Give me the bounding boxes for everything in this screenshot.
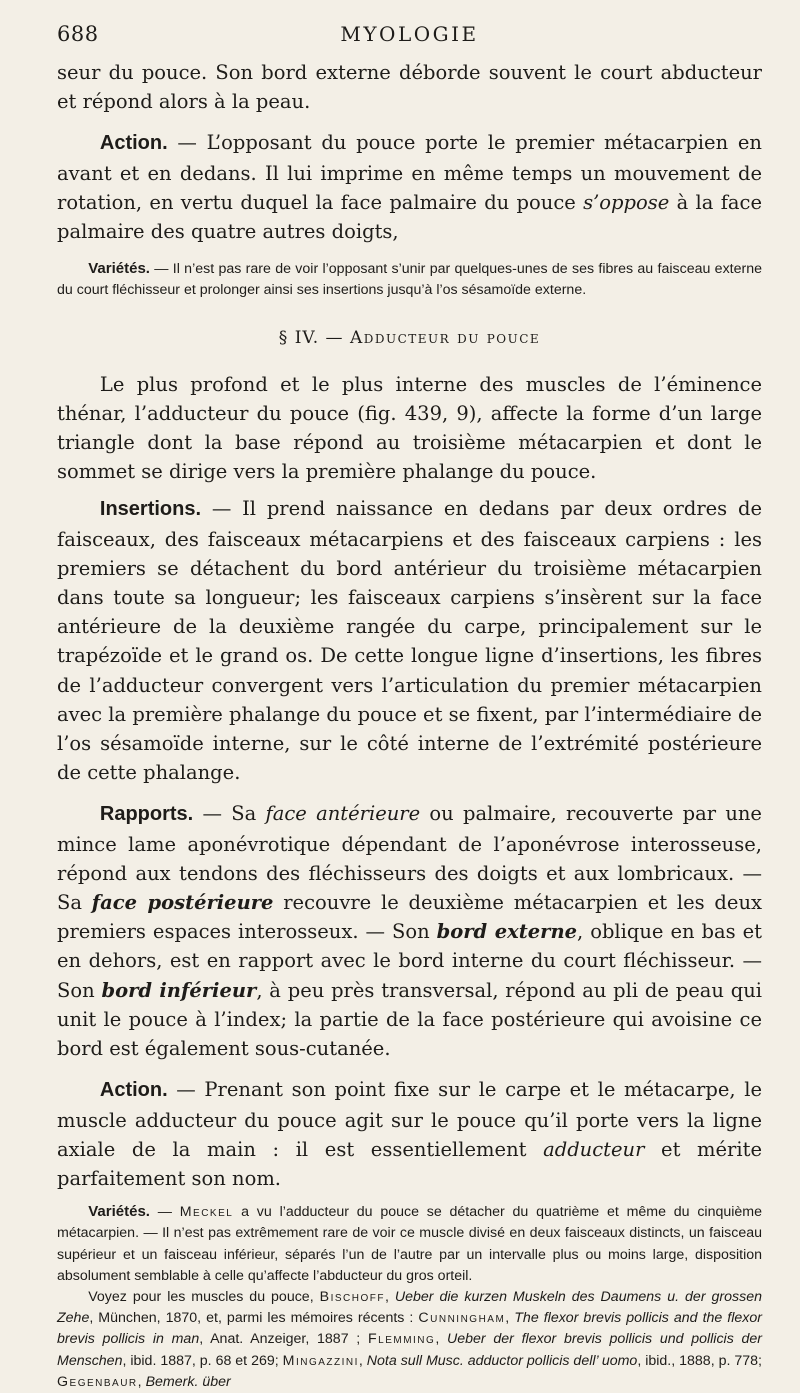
action-paragraph-2: Action. — Prenant son point fixe sur le carpe et le métacarpe, le muscle adducteur du pouce agit sur le pouce qu’il porte vers la ligne axiale de la main : il est essentiellement adducteur et mérite parfaitement son nom.: [57, 1078, 762, 1190]
page-number: 688: [57, 22, 99, 46]
main-text: [57, 58, 762, 1393]
opening-paragraph: seur du pouce. Son bord externe déborde souvent le court abducteur et répond alors à la peau.: [57, 61, 762, 114]
action-heading-2: Action.: [99, 1079, 168, 1102]
varietes-heading-1: Variétés.: [88, 260, 150, 278]
rapports-heading: Rapports.: [99, 803, 194, 826]
page-header: [57, 0, 762, 58]
insertions-heading: Insertions.: [99, 498, 202, 521]
action-heading-1: Action.: [99, 132, 168, 155]
varietes-note-1: Variétés. — Il n’est pas rare de voir l’opposant s’unir par quelques-unes de ses fibres au faisceau externe du court fléchisseur et prolonger ainsi ses insertions jusqu’à l’os sésamoïde externe.: [57, 260, 762, 299]
references-note: Voyez pour les muscles du pouce, Bischoff, Ueber die kurzen Muskeln des Daumens u. der grossen Zehe, München, 1870, et, parmi les mémoires récents : Cunningham, The flexor brevis pollicis and the flexor brevis pollicis in man, Anat. Anzeiger, 1887 ; Flemming, Ueber der flexor brevis pollicis und pollicis der Menschen, ibid. 1887, p. 68 et 269; Mingazzini, Nota sull Musc. adductor pollicis dell’ uomo, ibid., 1888, p. 778; Gegenbaur, Bemerk. über: [57, 1288, 763, 1390]
running-title: MYOLOGIE: [340, 22, 479, 46]
action-paragraph-1: Action. — L’opposant du pouce porte le premier métacarpien en avant et en dedans. Il lui imprime en même temps un mouvement de rotation, en vertu duquel la face palmaire du pouce s’oppose à la face palmaire des quatre autres doigts,: [57, 131, 763, 244]
varietes-heading-2: Variétés.: [88, 1203, 150, 1221]
insertions-paragraph: Insertions. — Il prend naissance en dedans par deux ordres de faisceaux, des faisceaux métacarpiens et des faisceaux carpiens : les premiers se détachent du bord antérieur du troisième métacarpien dans toute sa longueur; les faisceaux carpiens s’insèrent sur la face antérieure de la deuxième rangée du carpe, principalement sur le trapézoïde et le grand os. De cette longue ligne d’insertions, les fibres de l’adducteur convergent vers l’articulation du premier métacarpien avec la première phalange du pouce et se fixent, par l’intermédiaire de l’os sésamoïde interne, sur le côté interne de l’extrémité postérieure de cette phalange.: [57, 497, 762, 785]
rapports-paragraph: Rapports. — Sa face antérieure ou palmaire, recouverte par une mince lame aponévrotique dépendant de l’aponévrose interosseuse, répond aux tendons des fléchisseurs des doigts et aux lombricaux. — Sa face postérieure recouvre le deuxième métacarpien et les deux premiers espaces interosseux. — Son bord externe, oblique en bas et en dehors, est en rapport avec le bord interne du court fléchisseur. — Son bord inférieur, à peu près transversal, répond au pli de peau qui unit le pouce à l’index; la partie de la face postérieure qui avoisine ce bord est également sous-cutanée.: [57, 802, 763, 1061]
intro-paragraph: Le plus profond et le plus interne des muscles de l’éminence thénar, l’adducteur du pouce (fig. 439, 9), affecte la forme d’un large triangle dont la base répond au troisième métacarpien et dont le sommet se dirige vers la première phalange du pouce.: [57, 372, 762, 484]
section-heading: § IV. — Adducteur du pouce: [278, 327, 541, 348]
varietes-note-2: Variétés. — Meckel a vu l’adducteur du pouce se détacher du quatrième et même du cinquième métacarpien. — Il n’est pas extrêmement rare de voir ce muscle divisé en deux faisceaux distincts, un faisceau supérieur et un faisceau inférieur, séparés l’un de l’autre par un intervalle plus ou moins large, disposition absolument semblable à celle qu’affecte l’abducteur du gros orteil.: [57, 1203, 762, 1284]
